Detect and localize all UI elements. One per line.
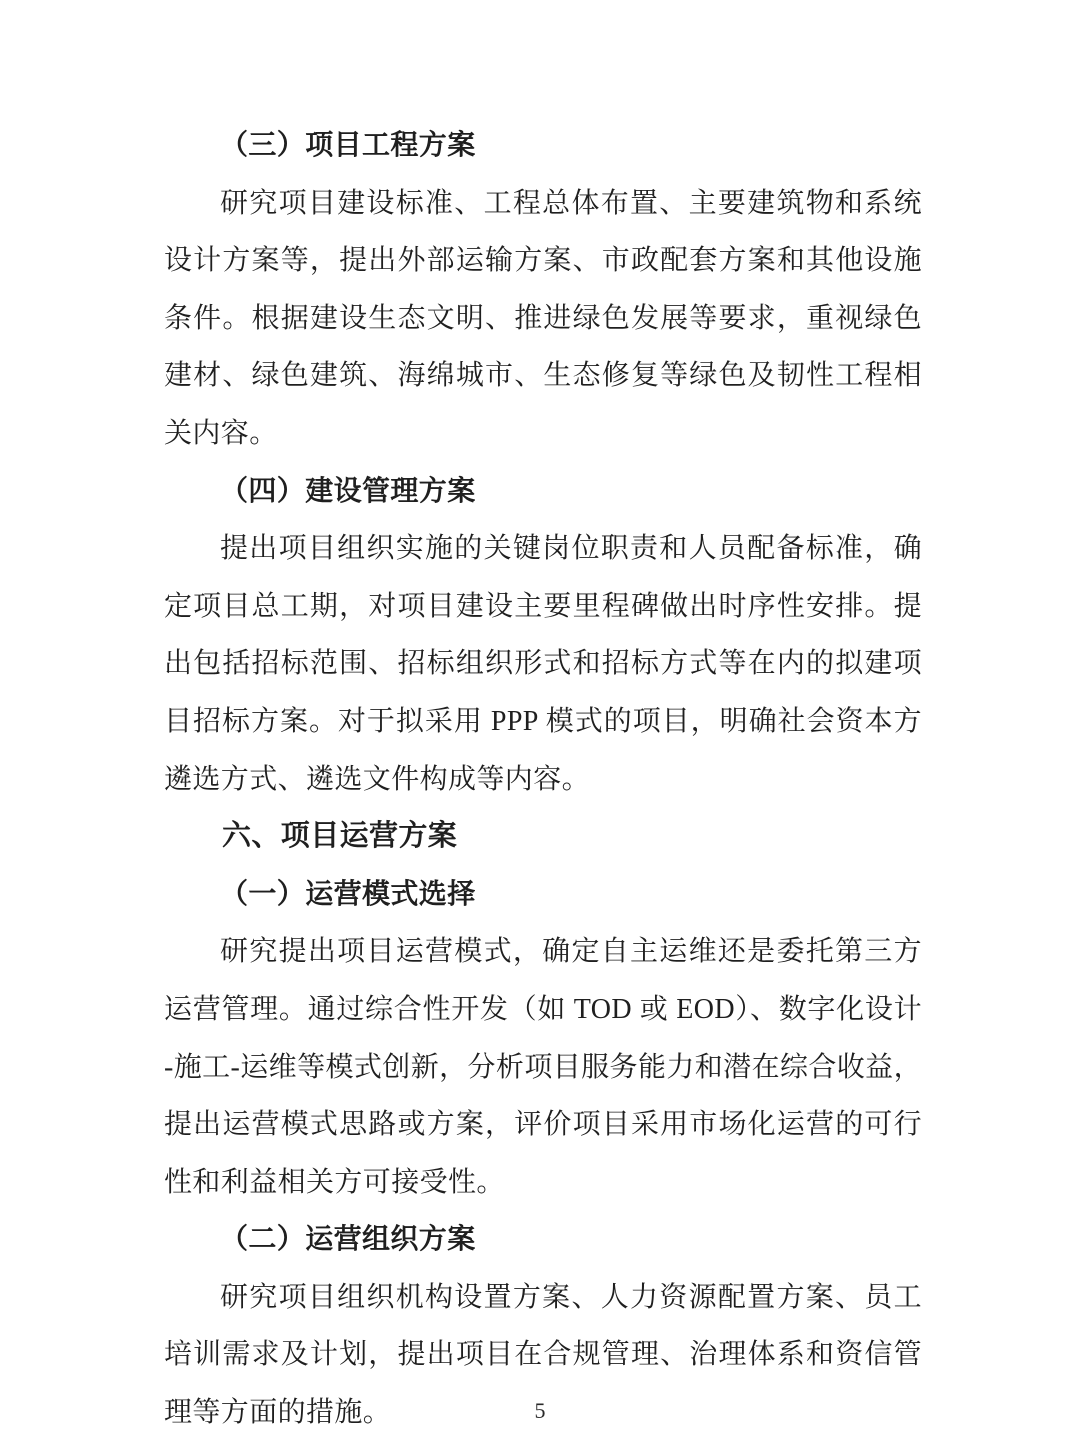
paragraph-engineering-plan: 研究项目建设标准、工程总体布置、主要建筑物和系统设计方案等，提出外部运输方案、市政配套方案和其他设施条件。根据建设生态文明、推进绿色发展等要求，重视绿色建材、绿色建筑、海绵城市、生态修复等绿色及韧性工程相关内容。 xyxy=(164,187,922,449)
section-heading-4: （四）建设管理方案 xyxy=(220,475,476,507)
section-heading-2: （二）运营组织方案 xyxy=(220,1224,476,1256)
paragraph-operation-mode: 研究提出项目运营模式，确定自主运维还是委托第三方运营管理。通过综合性开发（如 TOD 或 EOD）、数字化设计-施工-运维等模式创新，分析项目服务能力和潜在综合收益，提出运营模式思路或方案，评价项目采用市场化运营的可行性和利益相关方可接受性。 xyxy=(164,936,922,1198)
section-heading-1: （一）运营模式选择 xyxy=(220,878,476,910)
paragraph-operation-organization: 研究项目组织机构设置方案、人力资源配置方案、员工培训需求及计划，提出项目在合规管理、治理体系和资信管理等方面的措施。 xyxy=(164,1281,922,1429)
chapter-heading-6: 六、项目运营方案 xyxy=(222,820,458,853)
paragraph-construction-management: 提出项目组织实施的关键岗位职责和人员配备标准，确定项目总工期，对项目建设主要里程碑做出时序性安排。提出包括招标范围、招标组织形式和招标方式等在内的拟建项目招标方案。对于拟采用 PPP 模式的项目，明确社会资本方遴选方式、遴选文件构成等内容。 xyxy=(164,533,922,795)
page-footer xyxy=(0,1397,1080,1425)
section-heading-3: （三）项目工程方案 xyxy=(220,130,476,161)
page-number: 5 xyxy=(534,1398,546,1423)
